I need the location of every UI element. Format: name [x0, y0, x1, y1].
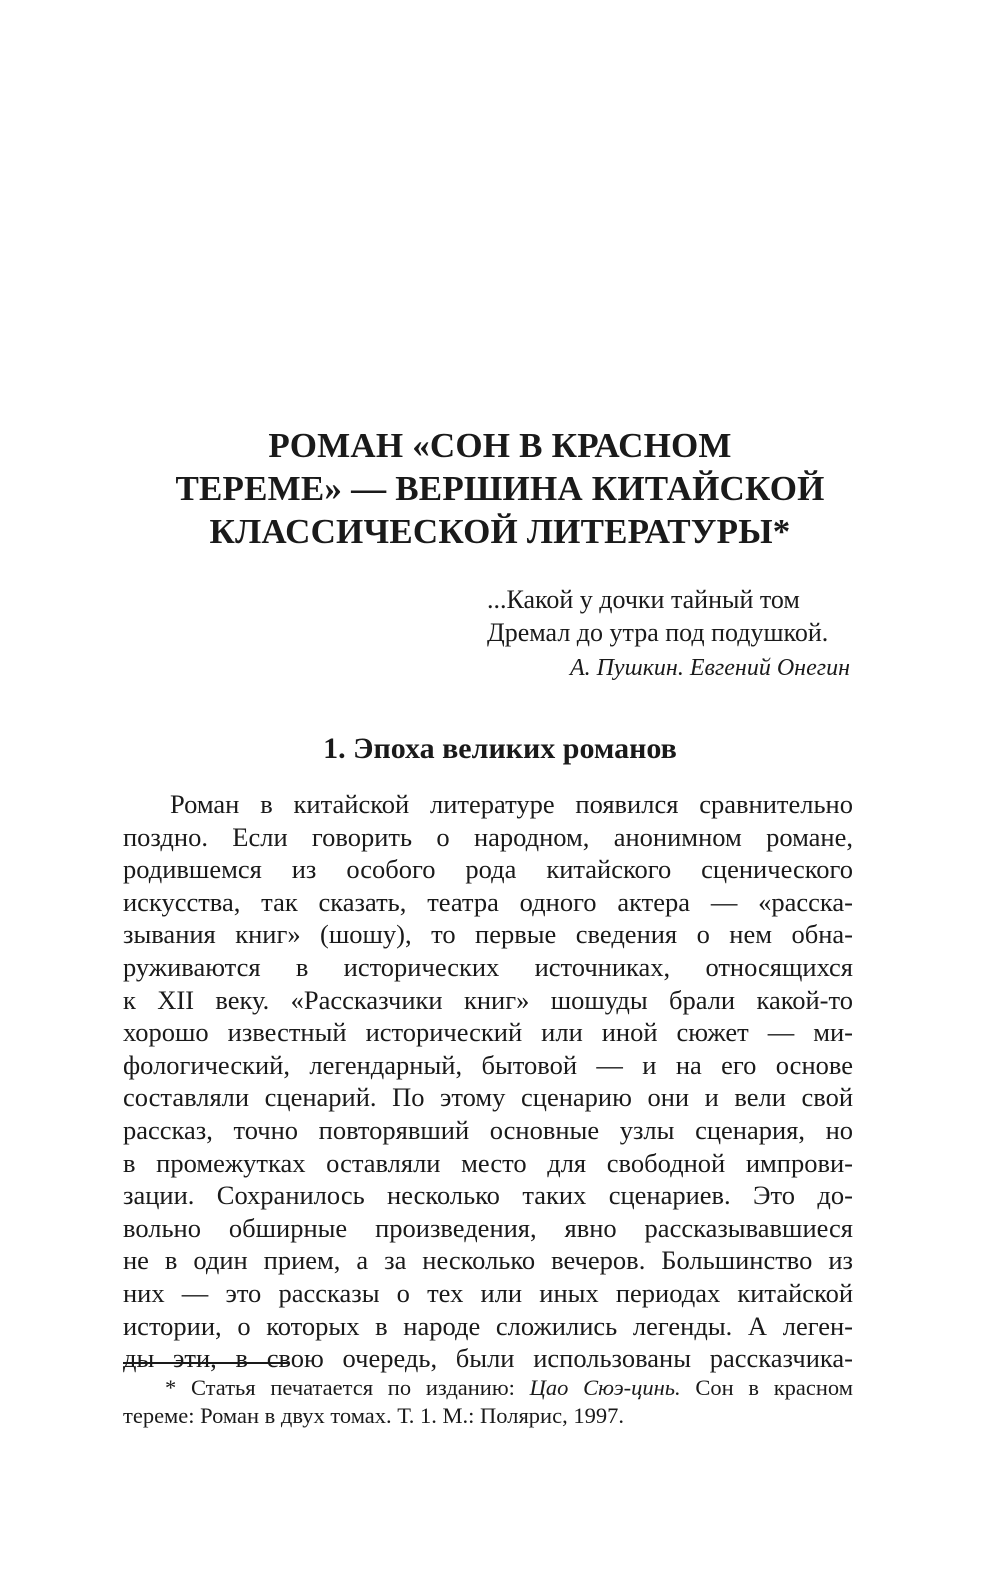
footnote: [123, 1374, 853, 1430]
body-line: рассказ, точно повторявший основные узлы сценария, но: [123, 1114, 853, 1145]
footnote-divider: [123, 1362, 289, 1364]
section-heading: 1. Эпоха великих романов: [323, 732, 677, 765]
epigraph-source: А. Пушкин. Евгений Онегин: [569, 655, 850, 681]
body-line: поздно. Если говорить о народном, анонимном романе,: [123, 821, 853, 852]
chapter-title-line: КЛАССИЧЕСКОЙ ЛИТЕРАТУРЫ*: [209, 512, 791, 551]
epigraph: [487, 583, 867, 649]
epigraph-line: Дремал до утра под подушкой.: [487, 618, 829, 647]
footnote-prefix: * Статья печатается по изданию:: [165, 1375, 530, 1400]
chapter-title-line: ТЕРЕМЕ» — ВЕРШИНА КИТАЙСКОЙ: [175, 469, 825, 508]
body-line: фологический, легендарный, бытовой — и на его основе: [123, 1049, 853, 1080]
body-text: [123, 788, 853, 1375]
body-line: Роман в китайской литературе появился сравнительно: [170, 789, 853, 819]
body-line: ды эти, в свою очередь, были использованы рассказчика-: [123, 1343, 853, 1374]
body-line: руживаются в исторических источниках, относящихся: [123, 951, 853, 982]
footnote-line: [123, 1374, 853, 1402]
body-line: зывания книг» (шошу), то первые сведения о нем обна-: [123, 919, 853, 950]
body-line: не в один прием, а за несколько вечеров. Большинство из: [123, 1245, 853, 1276]
chapter-title: [120, 424, 880, 553]
epigraph-line: ...Какой у дочки тайный том: [487, 585, 800, 614]
body-line: хорошо известный исторический или иной сюжет — ми-: [123, 1017, 853, 1048]
chapter-title-line: РОМАН «СОН В КРАСНОМ: [268, 426, 732, 465]
body-line: составляли сценарий. По этому сценарию они и вели свой: [123, 1082, 853, 1113]
body-line: искусства, так сказать, театра одного актера — «расска-: [123, 886, 853, 917]
footnote-author: Цао Сюэ-цинь.: [529, 1375, 681, 1400]
body-line: к XII веку. «Рассказчики книг» шошуды брали какой-то: [123, 984, 853, 1015]
body-line: зации. Сохранилось несколько таких сценариев. Это до-: [123, 1180, 853, 1211]
body-line: в промежутках оставляли место для свободной импрови-: [123, 1147, 853, 1178]
body-line: вольно обширные произведения, явно рассказывавшиеся: [123, 1212, 853, 1243]
footnote-title: Сон в красном: [680, 1375, 853, 1400]
body-line: родившемся из особого рода китайского сценического: [123, 854, 853, 885]
body-line: них — это рассказы о тех или иных периодах китайской: [123, 1277, 853, 1308]
body-line: истории, о которых в народе сложились легенды. А леген-: [123, 1310, 853, 1341]
footnote-line: тереме: Роман в двух томах. Т. 1. М.: Полярис, 1997.: [123, 1403, 624, 1428]
